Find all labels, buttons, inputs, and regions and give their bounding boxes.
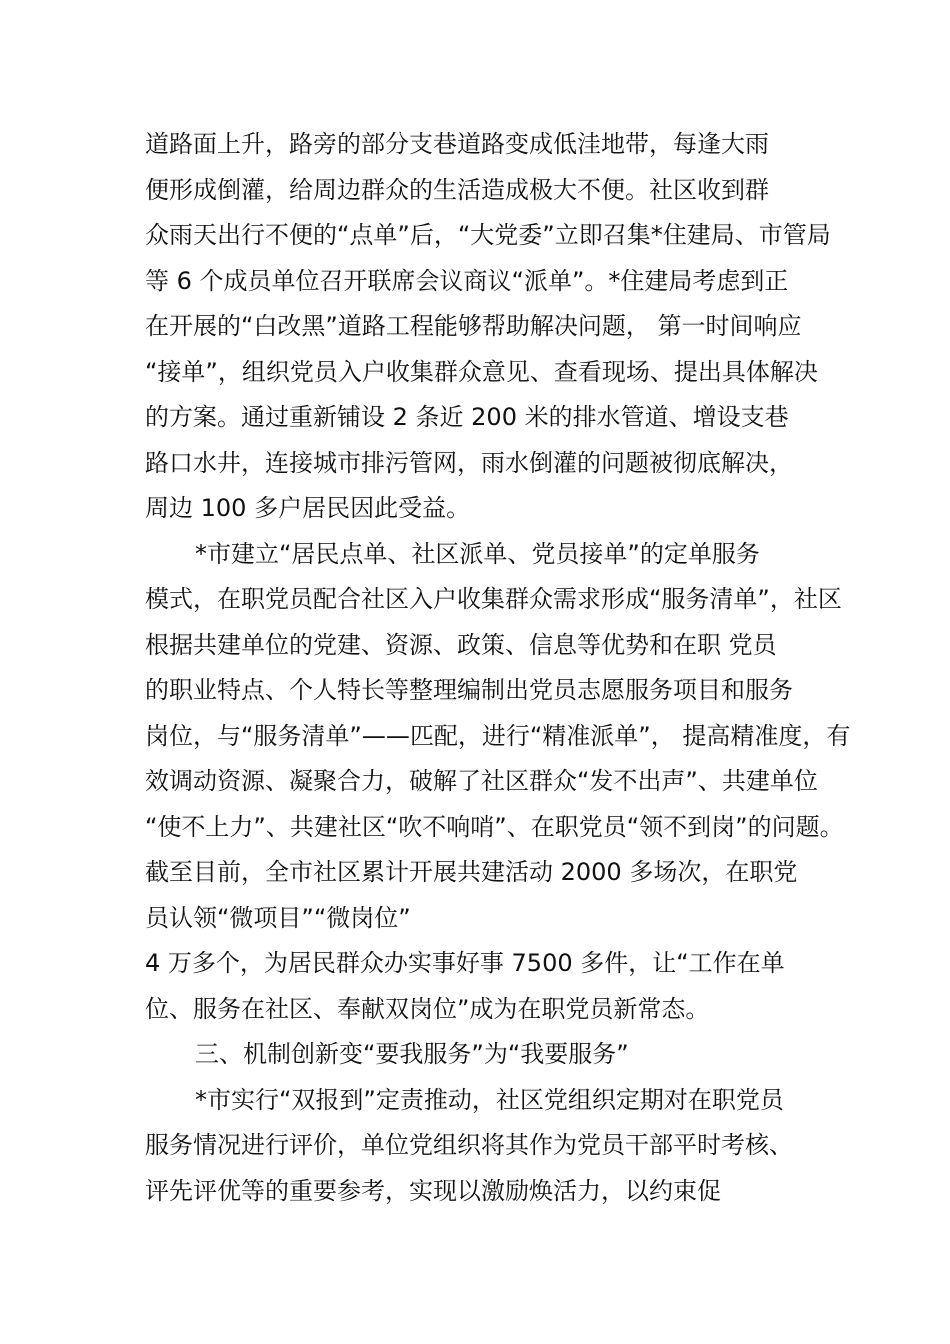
text-line: 道路面上升，路旁的部分支巷道路变成低洼地带，每逢大雨 <box>145 130 769 158</box>
text-line: “使不上力”、共建社区“吹不响哨”、在职党员“领不到岗”的问题。 <box>145 812 844 841</box>
text-line: 的方案。通过重新铺设 2 条近 200 米的排水管道、增设支巷 <box>145 403 789 431</box>
text-line: *市实行“双报到”定责推动，社区党组织定期对在职党员 <box>195 1085 784 1114</box>
text-line: 众雨天出行不便的“点单”后，“大党委”立即召集*住建局、市管局 <box>145 221 831 249</box>
text-line: 位、服务在社区、奉献双岗位”成为在职党员新常态。 <box>145 994 710 1023</box>
text-line: 周边 100 多户居民因此受益。 <box>145 494 471 522</box>
text-line: 岗位，与“服务清单”——匹配，进行“精准派单”， 提高精准度，有 <box>145 721 851 750</box>
text-line: 在开展的“白改黑”道路工程能够帮助解决问题， 第一时间响应 <box>145 312 802 340</box>
text-line: 评先评优等的重要参考，实现以激励焕活力，以约束促 <box>145 1176 721 1205</box>
text-line: 模式，在职党员配合社区入户收集群众需求形成“服务清单”，社区 <box>145 585 842 613</box>
text-line: 根据共建单位的党建、资源、政策、信息等优势和在职 党员 <box>145 630 777 659</box>
body-text <box>145 122 851 1214</box>
text-line: “接单”，组织党员入户收集群众意见、查看现场、提出具体解决 <box>145 357 818 386</box>
text-line: 便形成倒灌，给周边群众的生活造成极大不便。社区收到群 <box>145 175 769 204</box>
text-line: 的职业特点、个人特长等整理编制出党员志愿服务项目和服务 <box>145 676 793 704</box>
text-line: 服务情况进行评价，单位党组织将其作为党员干部平时考核、 <box>145 1131 793 1159</box>
text-line: 4 万多个，为居民群众办实事好事 7500 多件，让“工作在单 <box>145 949 785 977</box>
text-line: 员认领“微项目”“微岗位” <box>145 903 411 932</box>
text-line: 三、机制创新变“要我服务”为“我要服务” <box>195 1040 629 1068</box>
text-line: *市建立“居民点单、社区派单、党员接单”的定单服务 <box>195 539 760 568</box>
text-line: 等 6 个成员单位召开联席会议商议“派单”。*住建局考虑到正 <box>145 266 789 295</box>
text-line: 路口水井，连接城市排污管网，雨水倒灌的问题被彻底解决， <box>145 448 793 477</box>
text-line: 效调动资源、凝聚合力，破解了社区群众“发不出声”、共建单位 <box>145 767 818 795</box>
text-line: 截至目前，全市社区累计开展共建活动 2000 多场次，在职党 <box>145 858 798 886</box>
